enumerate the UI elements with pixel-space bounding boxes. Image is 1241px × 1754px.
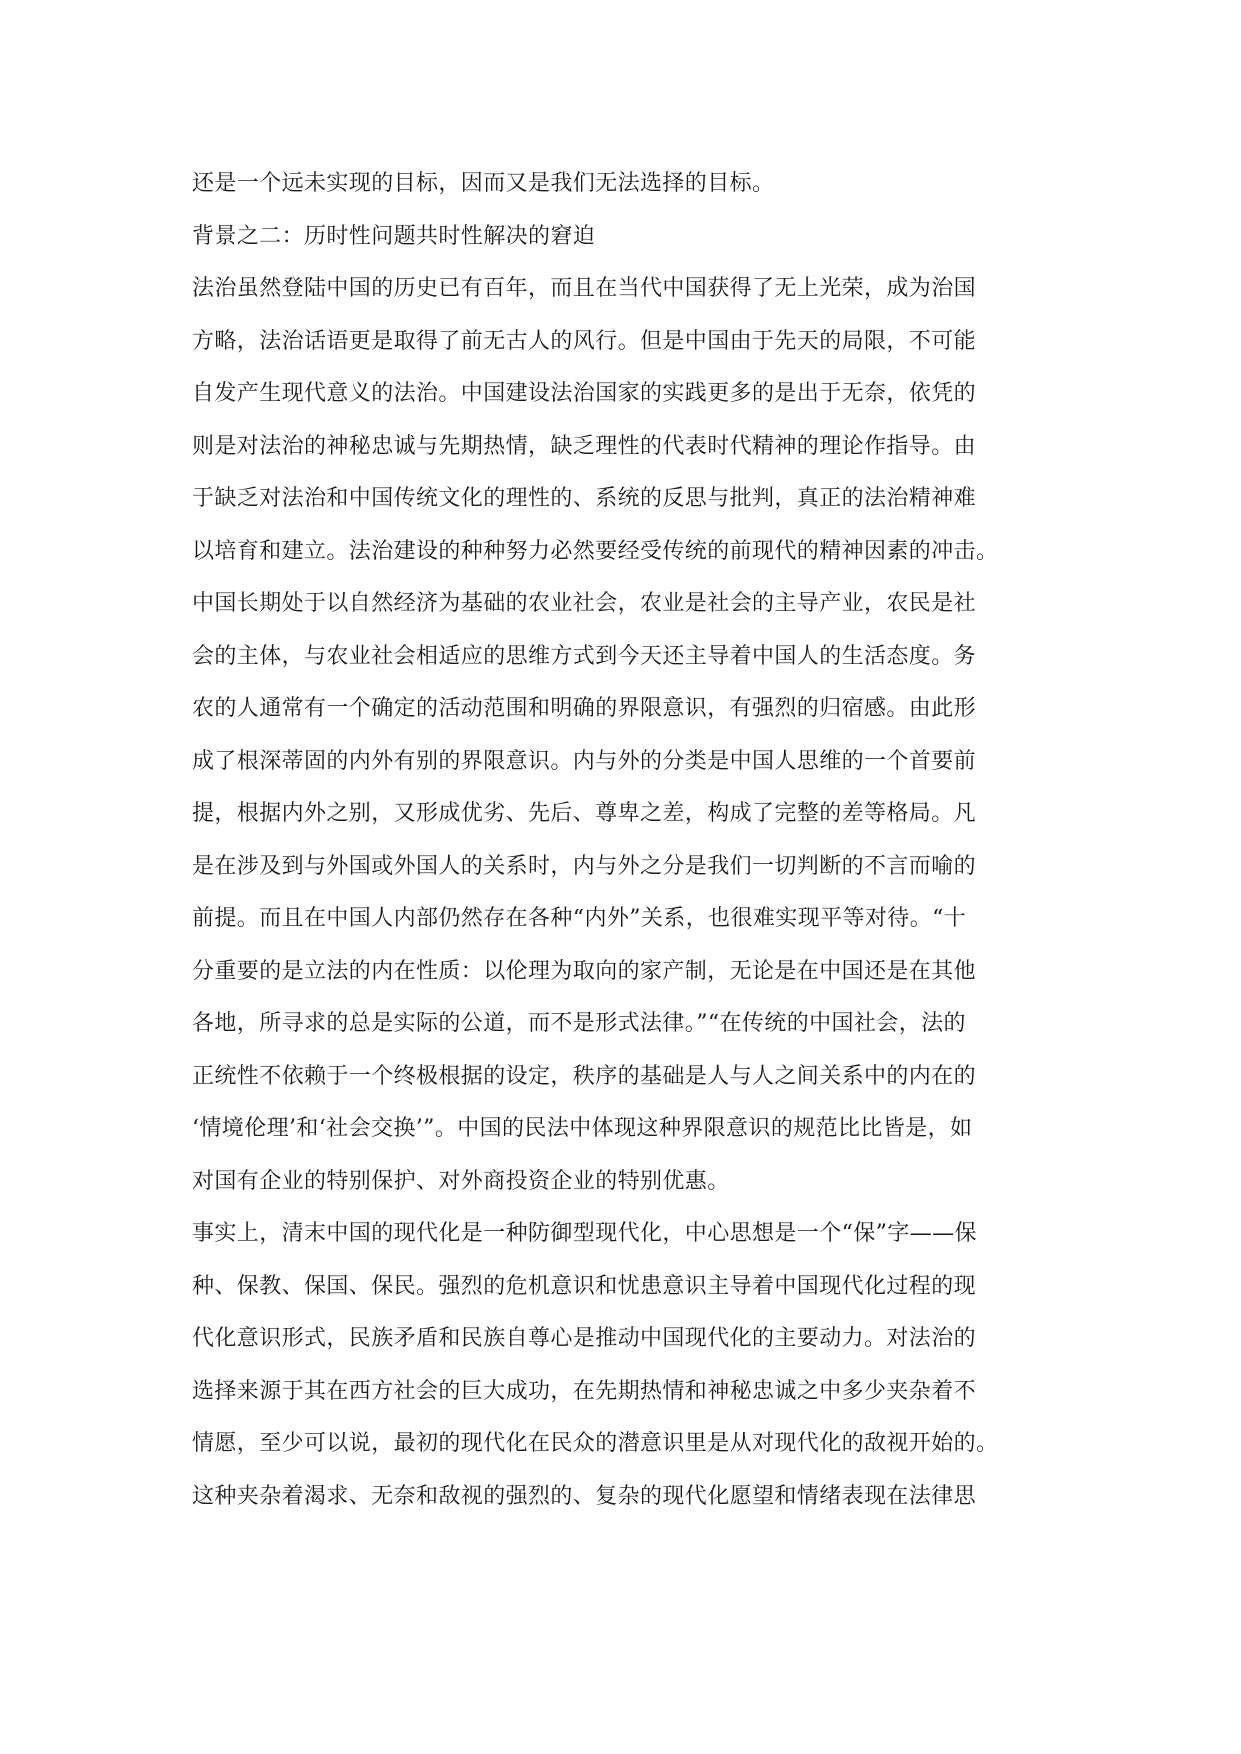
text-line: 代化意识形式，民族矛盾和民族自尊心是推动中国现代化的主要动力。对法治的 [192,1326,977,1351]
text-line: 情愿，至少可以说，最初的现代化在民众的潜意识里是从对现代化的敌视开始的。 [192,1431,999,1456]
text-line: 自发产生现代意义的法治。中国建设法治国家的实践更多的是出于无奈，依凭的 [192,381,977,406]
text-body [192,160,1052,1525]
text-line: 则是对法治的神秘忠诚与先期热情，缺乏理性的代表时代精神的理论作指导。由 [192,433,977,459]
text-line: 农的人通常有一个确定的活动范围和明确的界限意识，有强烈的归宿感。由此形 [192,696,977,721]
text-line: 前提。而且在中国人内部仍然存在各种“内外”关系，也很难实现平等对待。“十 [192,906,967,931]
text-line: 是在涉及到与外国或外国人的关系时，内与外之分是我们一切判断的不言而喻的 [192,853,977,879]
text-line: 种、保教、保国、保民。强烈的危机意识和忧患意识主导着中国现代化过程的现 [192,1273,977,1299]
text-line: 这种夹杂着渴求、无奈和敌视的强烈的、复杂的现代化愿望和情绪表现在法律思 [192,1483,977,1509]
text-line: 提，根据内外之别，又形成优劣、先后、尊卑之差，构成了完整的差等格局。凡 [192,801,977,826]
text-line: ‘情境伦理’和‘社会交换’”。中国的民法中体现这种界限意识的规范比比皆是，如 [192,1116,973,1141]
text-line: 事实上，清末中国的现代化是一种防御型现代化，中心思想是一个“保”字——保 [192,1221,977,1246]
text-line: 各地，所寻求的总是实际的公道，而不是形式法律。”“在传统的中国社会，法的 [192,1011,966,1036]
text-line: 方略，法治话语更是取得了前无古人的风行。但是中国由于先天的局限，不可能 [192,328,977,354]
text-line: 于缺乏对法治和中国传统文化的理性的、系统的反思与批判，真正的法治精神难 [192,486,977,511]
text-line: 成了根深蒂固的内外有别的界限意识。内与外的分类是中国人思维的一个首要前 [192,748,977,774]
text-line: 法治虽然登陆中国的历史已有百年，而且在当代中国获得了无上光荣，成为治国 [192,276,977,301]
text-line: 分重要的是立法的内在性质：以伦理为取向的家产制，无论是在中国还是在其他 [192,958,977,984]
text-line: 以培育和建立。法治建设的种种努力必然要经受传统的前现代的精神因素的冲击。 [192,538,999,564]
text-line: 会的主体，与农业社会相适应的思维方式到今天还主导着中国人的生活态度。务 [192,643,977,669]
text-line: 对国有企业的特别保护、对外商投资企业的特别优惠。 [192,1168,730,1194]
text-line: 选择来源于其在西方社会的巨大成功，在先期热情和神秘忠诚之中多少夹杂着不 [192,1378,977,1404]
text-line: 正统性不依赖于一个终极根据的设定，秩序的基础是人与人之间关系中的内在的 [192,1063,977,1089]
section-heading: 背景之二：历时性问题共时性解决的窘迫 [192,223,596,249]
text-line: 还是一个远未实现的目标，因而又是我们无法选择的目标。 [192,171,775,196]
text-line: 中国长期处于以自然经济为基础的农业社会，农业是社会的主导产业，农民是社 [192,591,977,616]
